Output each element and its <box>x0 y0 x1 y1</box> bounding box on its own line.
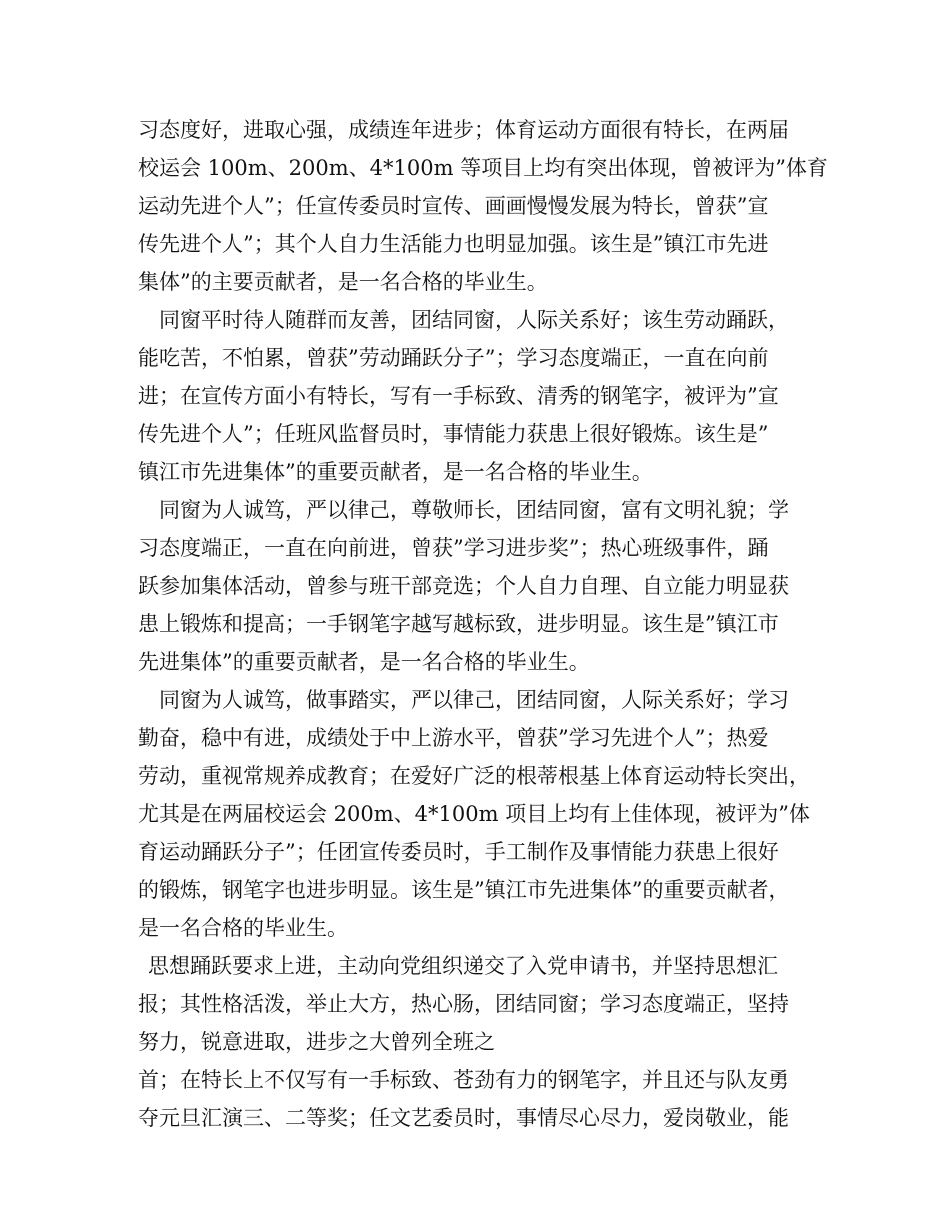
text-line: 患上锻炼和提高；一手钢笔字越写越标致，进步明显。该生是”镇江市 <box>138 612 779 636</box>
text-line: 夺元旦汇演三、二等奖；任文艺委员时，事情尽心尽力，爱岗敬业，能 <box>138 1106 789 1130</box>
text-line: 习态度端正，一直在向前进，曾获”学习进步奖”；热心班级事件，踊 <box>138 536 769 560</box>
paragraph-start-line: 思想踊跃要求上进，主动向党组织递交了入党申请书，并坚持思想汇 <box>148 954 778 978</box>
text-line: 育运动踊跃分子”；任团宣传委员时，手工制作及事情能力获患上很好 <box>138 840 779 864</box>
text-line: 跃参加集体活动，曾参与班干部竞选；个人自力自理、自立能力明显获 <box>138 574 789 598</box>
text-line: 劳动，重视常规养成教育；在爱好广泛的根蒂根基上体育运动特长突出， <box>138 764 810 788</box>
text-line: 尤其是在两届校运会 200m、4*100m 项目上均有上佳体现，被评为”体 <box>138 802 810 826</box>
text-line: 能吃苦，不怕累，曾获”劳动踊跃分子”；学习态度端正，一直在向前 <box>138 346 769 370</box>
text-line: 传先进个人”；任班风监督员时，事情能力获患上很好锻炼。该生是” <box>138 422 769 446</box>
text-line: 习态度好，进取心强，成绩连年进步；体育运动方面很有特长，在两届 <box>138 118 789 142</box>
text-line: 校运会 100m、200m、4*100m 等项目上均有突出体现，曾被评为”体育 <box>138 156 828 180</box>
text-line: 镇江市先进集体”的重要贡献者，是一名合格的毕业生。 <box>138 460 653 484</box>
text-line: 先进集体”的重要贡献者，是一名合格的毕业生。 <box>138 650 590 674</box>
text-line: 努力，锐意进取，进步之大曾列全班之 <box>138 1030 495 1054</box>
text-line: 运动先进个人”；任宣传委员时宣传、画画慢慢发展为特长，曾获”宣 <box>138 194 769 218</box>
paragraph-start-line: 同窗平时待人随群而友善，团结同窗，人际关系好；该生劳动踊跃， <box>159 308 789 332</box>
text-line: 报；其性格活泼，举止大方，热心肠，团结同窗；学习态度端正，坚持 <box>138 992 789 1016</box>
text-line: 是一名合格的毕业生。 <box>138 916 348 940</box>
text-line: 首；在特长上不仅写有一手标致、苍劲有力的钢笔字，并且还与队友勇 <box>138 1068 789 1092</box>
paragraph-start-line: 同窗为人诚笃，做事踏实，严以律己，团结同窗，人际关系好；学习 <box>159 688 789 712</box>
text-line: 集体”的主要贡献者，是一名合格的毕业生。 <box>138 270 548 294</box>
text-line: 的锻炼，钢笔字也进步明显。该生是”镇江市先进集体”的重要贡献者， <box>138 878 790 902</box>
text-line: 勤奋，稳中有进，成绩处于中上游水平，曾获”学习先进个人”；热爱 <box>138 726 769 750</box>
text-line: 进；在宣传方面小有特长，写有一手标致、清秀的钢笔字，被评为”宣 <box>138 384 779 408</box>
text-line: 传先进个人”；其个人自力生活能力也明显加强。该生是”镇江市先进 <box>138 232 769 256</box>
paragraph-start-line: 同窗为人诚笃，严以律己，尊敬师长，团结同窗，富有文明礼貌；学 <box>159 498 789 522</box>
